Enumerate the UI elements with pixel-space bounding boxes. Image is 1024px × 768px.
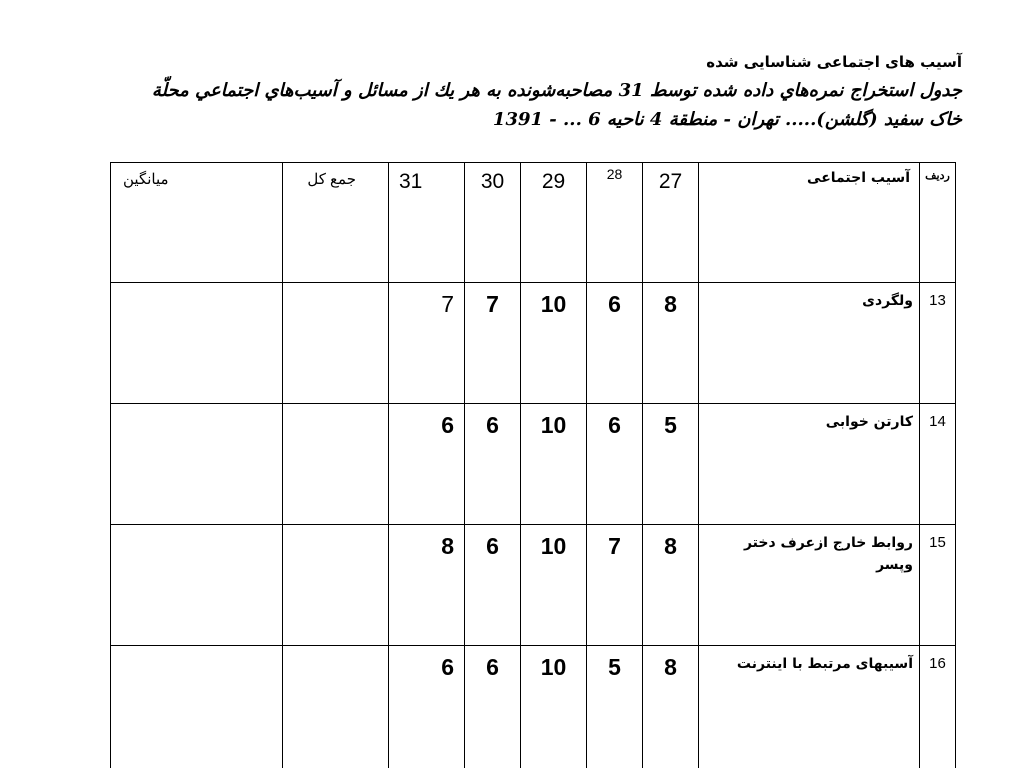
header-30-cell xyxy=(465,163,521,283)
table-row xyxy=(111,525,956,646)
score-30: 6 xyxy=(486,654,499,680)
header-29-cell xyxy=(521,163,587,283)
header-30: 30 xyxy=(480,170,505,193)
header-row-number-cell xyxy=(920,163,956,283)
row-total xyxy=(283,283,388,291)
score-30: 6 xyxy=(486,412,499,438)
score-27: 8 xyxy=(664,654,677,680)
row-issue: آسیبهای مرتبط با اینترنت xyxy=(736,656,913,672)
header-issue: آسیب اجتماعی xyxy=(807,170,910,186)
score-29: 10 xyxy=(540,654,567,680)
document-heading xyxy=(52,50,962,134)
document-subtitle-line-2: خاک سفید (گلشن)..... تهران - منطقة 4 ناحیه 6 ... - 1391 xyxy=(492,109,962,130)
row-number: 13 xyxy=(929,292,946,309)
score-31: 6 xyxy=(441,412,454,438)
row-average xyxy=(111,283,282,291)
table-row xyxy=(111,283,956,404)
row-number: 16 xyxy=(929,655,946,672)
header-31: 31 xyxy=(399,170,423,193)
score-29: 10 xyxy=(540,412,567,438)
score-27: 8 xyxy=(664,533,677,559)
score-31: 7 xyxy=(441,291,454,317)
table-header-row xyxy=(111,163,956,283)
row-total xyxy=(283,404,388,412)
header-average: میانگین xyxy=(123,171,169,188)
table-row xyxy=(111,404,956,525)
score-28: 7 xyxy=(608,533,621,559)
row-average xyxy=(111,525,282,533)
header-row-number: ردیف xyxy=(925,170,950,182)
header-28-cell xyxy=(587,163,643,283)
row-total xyxy=(283,525,388,533)
score-30: 6 xyxy=(486,533,499,559)
score-30: 7 xyxy=(486,291,499,317)
header-27: 27 xyxy=(658,170,683,193)
header-28: 28 xyxy=(606,166,623,182)
score-29: 10 xyxy=(540,291,567,317)
score-31: 6 xyxy=(441,654,454,680)
score-28: 6 xyxy=(608,291,621,317)
header-31-cell xyxy=(389,163,465,283)
score-28: 6 xyxy=(608,412,621,438)
row-issue: روابط خارج ازعرف دختر وپسر xyxy=(743,535,913,573)
header-29: 29 xyxy=(541,170,566,193)
document-title: آسیب های اجتماعی شناسایی شده xyxy=(706,53,962,71)
document-subtitle-line-1: جدول استخراج نمره‌هاي داده شده توسط 31 مصاحبه‌شونده به هر يك از مسائل و آسیب‌هاي اجتماعي محلّة xyxy=(151,80,962,101)
score-28: 5 xyxy=(608,654,621,680)
row-average xyxy=(111,404,282,412)
row-average xyxy=(111,646,282,654)
header-27-cell xyxy=(643,163,699,283)
score-27: 5 xyxy=(664,412,677,438)
score-31: 8 xyxy=(441,533,454,559)
table-row xyxy=(111,646,956,768)
row-number: 14 xyxy=(929,413,946,430)
header-issue-cell xyxy=(699,163,920,283)
header-total-cell xyxy=(283,163,389,283)
row-issue: کارتن خوابی xyxy=(825,414,913,430)
row-issue: ولگردی xyxy=(862,293,913,309)
header-total: جمع کل xyxy=(307,171,356,188)
row-total xyxy=(283,646,388,654)
score-29: 10 xyxy=(540,533,567,559)
score-27: 8 xyxy=(664,291,677,317)
row-number: 15 xyxy=(929,534,946,551)
header-average-cell xyxy=(111,163,283,283)
scores-table xyxy=(110,162,956,768)
